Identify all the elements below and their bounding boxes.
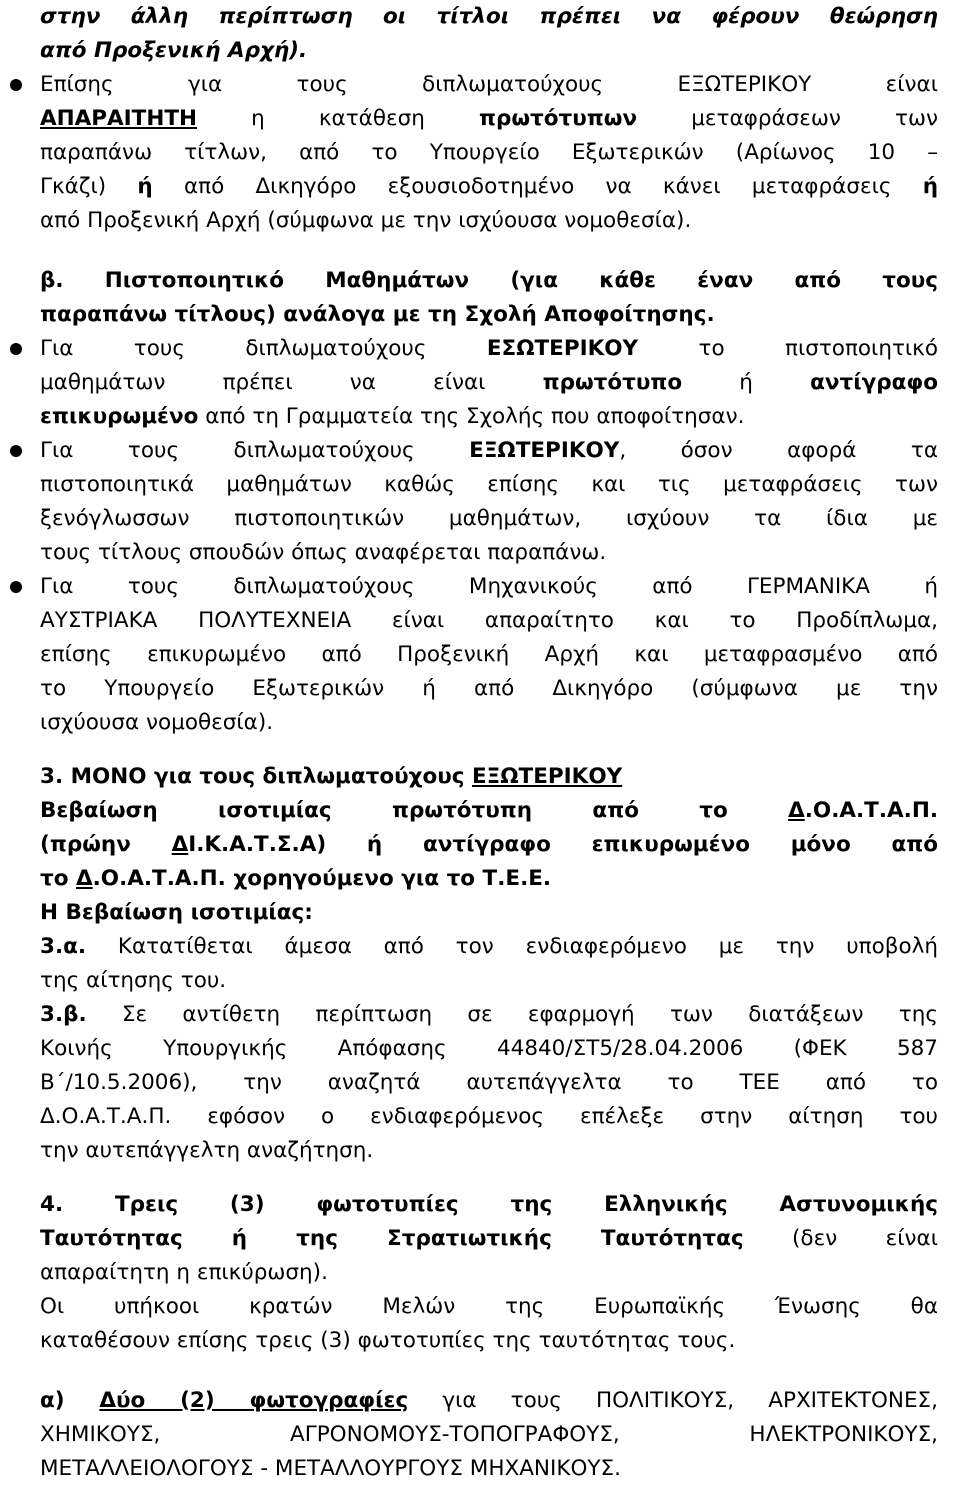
bullet-icon	[10, 581, 22, 593]
text-run: ή	[682, 370, 811, 395]
text-line	[40, 862, 938, 896]
text-line	[40, 1134, 938, 1168]
text-line	[40, 400, 938, 434]
text-run: μαθημάτων πρέπει να είναι	[40, 370, 543, 395]
text-run: Δ	[75, 866, 93, 891]
text-run: από Προξενική Αρχή).	[40, 38, 308, 63]
text-run: το Υπουργείο Εξωτερικών ή από Δικηγόρο (σύμφωνα με την	[40, 676, 938, 701]
text-line	[40, 68, 938, 102]
text-run: ξενόγλωσσων πιστοποιητικών μαθημάτων, ισχύουν τα ίδια με	[40, 506, 938, 531]
text-run: επίσης επικυρωμένο από Προξενική Αρχή και μεταφρασμένο από	[40, 642, 938, 667]
text-run: Κατατίθεται άμεσα από τον ενδιαφερόμενο με την υποβολή	[86, 934, 938, 959]
text-run: 4. Τρεις (3) φωτοτυπίες της Ελληνικής Αστυνομικής	[40, 1192, 938, 1217]
text-line	[40, 102, 938, 136]
text-run: παραπάνω τίτλους) ανάλογα με τη Σχολή Αποφοίτησης.	[40, 302, 715, 327]
text-run: , όσον αφορά τα	[619, 438, 938, 463]
text-line	[40, 706, 938, 740]
text-run: .Ο.Α.Τ.Α.Π.	[804, 798, 938, 823]
text-run: Κοινής Υπουργικής Απόφασης 44840/ΣΤ5/28.04.2006 (ΦΕΚ 587	[40, 1036, 938, 1061]
text-run: καταθέσουν επίσης τρεις (3) φωτοτυπίες της ταυτότητας τους.	[40, 1328, 736, 1353]
text-line	[40, 1222, 938, 1256]
text-line	[40, 468, 938, 502]
text-run: αντίγραφο	[810, 370, 938, 395]
text-run: το πιστοποιητικό	[638, 336, 938, 361]
text-run: ισχύουσα νομοθεσία).	[40, 710, 274, 735]
bullet-icon	[10, 79, 22, 91]
text-run: από Προξενική Αρχή (σύμφωνα με την ισχύουσα νομοθεσία).	[40, 208, 692, 233]
text-line	[40, 1418, 938, 1452]
text-run: από τη Γραμματεία της Σχολής που αποφοίτησαν.	[198, 404, 745, 429]
text-run: τους τίτλους σπουδών όπως αναφέρεται παραπάνω.	[40, 540, 607, 565]
text-line	[40, 930, 938, 964]
text-run: Σε αντίθετη περίπτωση σε εφαρμογή των διατάξεων της	[86, 1002, 938, 1027]
text-run: (δεν είναι	[743, 1226, 938, 1251]
text-run: ή	[922, 174, 939, 199]
text-run: η κατάθεση	[197, 106, 479, 131]
text-run: Η Βεβαίωση ισοτιμίας:	[40, 900, 313, 925]
text-run: της αίτησης του.	[40, 968, 227, 993]
text-line	[40, 264, 938, 298]
text-run: 3.α.	[40, 934, 87, 959]
text-run: ΧΗΜΙΚΟΥΣ, ΑΓΡΟΝΟΜΟΥΣ-ΤΟΠΟΓΡΑΦΟΥΣ, ΗΛΕΚΤΡΟΝΙΚΟΥΣ,	[40, 1422, 938, 1447]
text-line	[40, 1032, 938, 1066]
text-line	[40, 434, 938, 468]
text-line	[40, 1452, 938, 1486]
text-line	[40, 964, 938, 998]
text-run: Δ	[788, 798, 805, 823]
text-run: ΕΞΩΤΕΡΙΚΟΥ	[472, 764, 623, 789]
bullet-icon	[10, 343, 22, 355]
text-run: ΕΣΩΤΕΡΙΚΟΥ	[486, 336, 639, 361]
text-run: ΑΥΣΤΡΙΑΚΑ ΠΟΛΥΤΕΧΝΕΙΑ είναι απαραίτητο και το Προδίπλωμα,	[40, 608, 938, 633]
text-line	[40, 170, 938, 204]
text-run: ή	[137, 174, 153, 199]
text-run: ΜΕΤΑΛΛΕΙΟΛΟΓΟΥΣ - ΜΕΤΑΛΛΟΥΡΓΟΥΣ ΜΗΧΑΝΙΚΟΥΣ.	[40, 1456, 621, 1481]
text-run: (πρώην	[40, 832, 172, 857]
text-run: .Ο.Α.Τ.Α.Π. χορηγούμενο για το Τ.Ε.Ε.	[92, 866, 552, 891]
text-line	[40, 1256, 938, 1290]
text-run: Δύο (2) φωτογραφίες	[99, 1388, 409, 1413]
text-line	[40, 332, 938, 366]
text-run: 3. ΜΟΝΟ για τους διπλωματούχους	[40, 764, 472, 789]
text-line	[40, 0, 938, 34]
text-run: Για τους διπλωματούχους	[40, 336, 487, 361]
text-run: πρωτότυπων	[478, 106, 638, 131]
text-run: Οι υπήκοοι κρατών Μελών της Ευρωπαϊκής Ένωσης θα	[40, 1294, 938, 1319]
text-run: Γκάζι)	[40, 174, 138, 199]
text-line	[40, 896, 938, 930]
text-line	[40, 1324, 938, 1358]
text-run: απαραίτητη η επικύρωση).	[40, 1260, 328, 1285]
text-line	[40, 570, 938, 604]
text-run: πρωτότυπο	[542, 370, 683, 395]
text-line	[40, 760, 938, 794]
text-line	[40, 672, 938, 706]
text-run: στην άλλη περίπτωση οι τίτλοι πρέπει να φέρουν θεώρηση	[40, 4, 938, 29]
text-line	[40, 604, 938, 638]
text-run: Για τους διπλωματούχους	[40, 438, 470, 463]
text-run: Ταυτότητας ή της Στρατιωτικής Ταυτότητας	[40, 1226, 744, 1251]
text-run: μεταφράσεων των	[637, 106, 938, 131]
text-run: από Δικηγόρο εξουσιοδοτημένο να κάνει μεταφράσεις	[152, 174, 923, 199]
text-line	[40, 136, 938, 170]
text-line	[40, 1290, 938, 1324]
text-line	[40, 1188, 938, 1222]
text-run: α)	[40, 1388, 100, 1413]
text-run: το	[40, 866, 76, 891]
text-run: Δ	[171, 832, 189, 857]
text-line	[40, 502, 938, 536]
text-run: ΕΞΩΤΕΡΙΚΟΥ	[469, 438, 620, 463]
text-line	[40, 366, 938, 400]
text-run: 3.β.	[40, 1002, 87, 1027]
text-run: Β΄/10.5.2006), την αναζητά αυτεπάγγελτα το ΤΕΕ από το	[40, 1070, 938, 1095]
text-line	[40, 828, 938, 862]
text-run: πιστοποιητικά μαθημάτων καθώς επίσης και τις μεταφράσεις των	[40, 472, 938, 497]
text-run: Επίσης για τους διπλωματούχους ΕΞΩΤΕΡΙΚΟΥ είναι	[40, 72, 938, 97]
text-run: Βεβαίωση ισοτιμίας πρωτότυπη από το	[40, 798, 789, 823]
text-run: β. Πιστοποιητικό Μαθημάτων (για κάθε έναν από τους	[40, 268, 938, 293]
text-line	[40, 794, 938, 828]
text-run: την αυτεπάγγελτη αναζήτηση.	[40, 1138, 374, 1163]
text-run: παραπάνω τίτλων, από το Υπουργείο Εξωτερικών (Αρίωνος 10 –	[40, 140, 938, 165]
text-line	[40, 204, 938, 238]
text-run: για τους ΠΟΛΙΤΙΚΟΥΣ, ΑΡΧΙΤΕΚΤΟΝΕΣ,	[408, 1388, 938, 1413]
text-run: Δ.Ο.Α.Τ.Α.Π. εφόσον ο ενδιαφερόμενος επέλεξε στην αίτηση του	[40, 1104, 938, 1129]
bullet-icon	[10, 445, 22, 457]
text-run: επικυρωμένο	[40, 404, 199, 429]
text-line	[40, 638, 938, 672]
text-run: Για τους διπλωματούχους Μηχανικούς από ΓΕΡΜΑΝΙΚΑ ή	[40, 574, 938, 599]
text-line	[40, 536, 938, 570]
text-line	[40, 1100, 938, 1134]
text-line	[40, 34, 938, 68]
text-line	[40, 998, 938, 1032]
text-line	[40, 1066, 938, 1100]
text-line	[40, 1384, 938, 1418]
text-run: Ι.Κ.Α.Τ.Σ.Α) ή αντίγραφο επικυρωμένο μόνο από	[188, 832, 938, 857]
text-line	[40, 298, 938, 332]
text-run: ΑΠΑΡΑΙΤΗΤΗ	[40, 106, 197, 131]
